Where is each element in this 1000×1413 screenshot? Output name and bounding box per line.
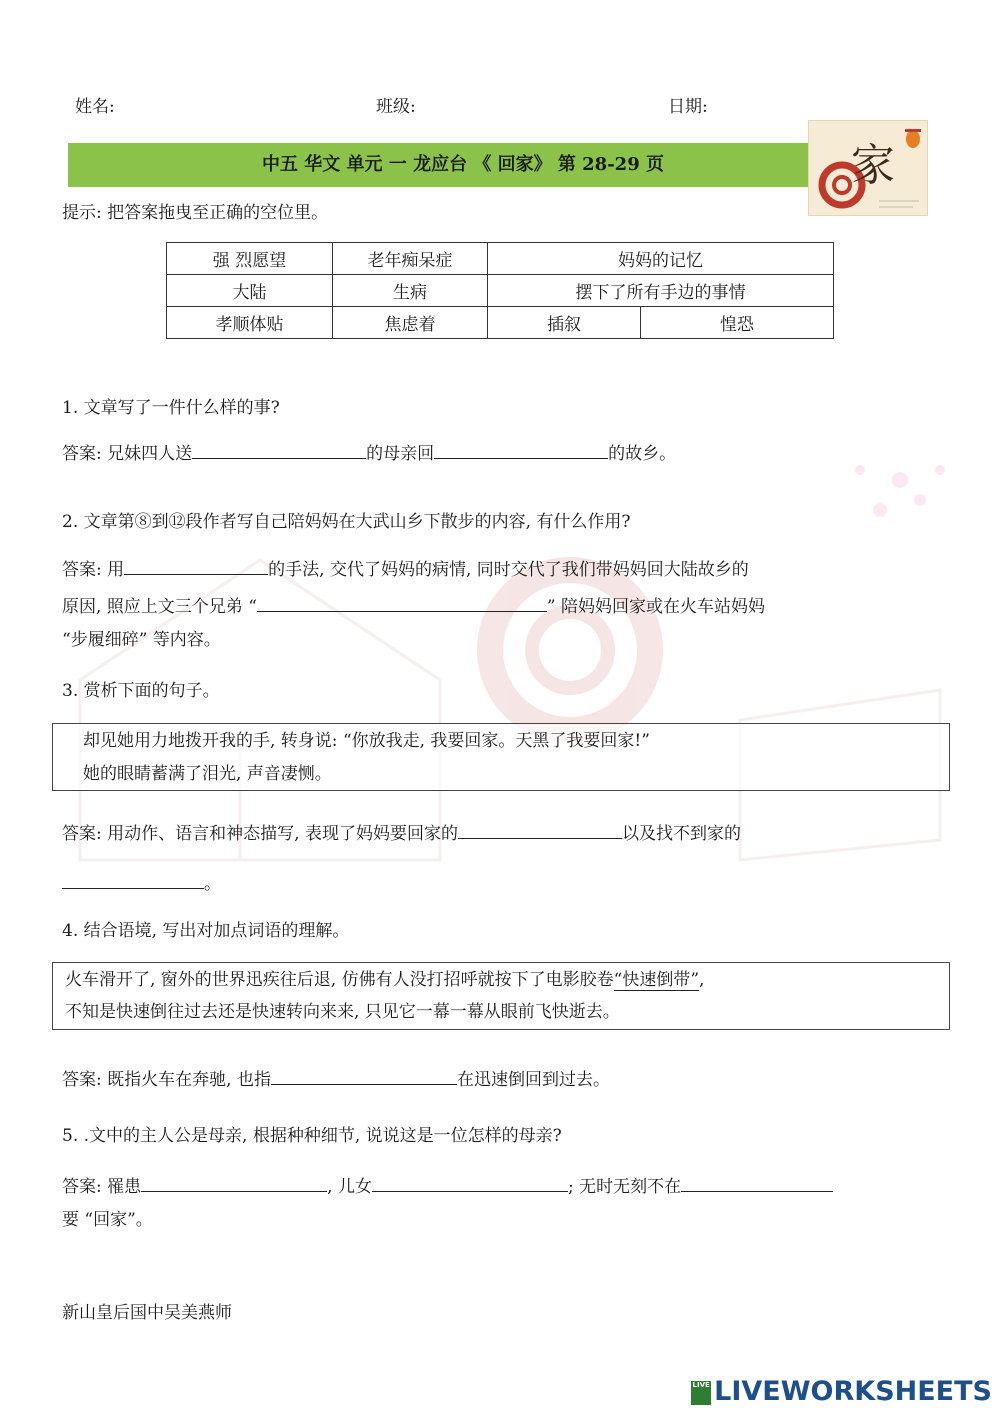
- instruction-hint: 提示: 把答案拖曳至正确的空位里。: [62, 203, 329, 223]
- question-5: 5. .文中的主人公是母亲, 根据种种细节, 说说这是一位怎样的母亲?: [62, 1126, 562, 1146]
- answer-5-prefix: 答案: 罹患: [62, 1177, 142, 1197]
- question-2-to: 到: [151, 512, 169, 532]
- answer-2-line-2-suffix: ” 陪妈妈回家或在火车站妈妈: [546, 597, 766, 617]
- liveworksheets-logo: [691, 1376, 992, 1407]
- answer-2-line-3: “步履细碎” 等内容。: [62, 630, 221, 650]
- word-bank-table: [166, 242, 834, 339]
- answer-5-blank-3[interactable]: [681, 1173, 833, 1192]
- word-bank-item[interactable]: 老年痴呆症: [333, 243, 488, 275]
- answer-1-line: [62, 440, 676, 465]
- word-bank-item[interactable]: 孝顺体贴: [167, 307, 333, 339]
- word-bank-item[interactable]: 大陆: [167, 275, 333, 307]
- word-bank-item[interactable]: 摆下了所有手边的事情: [488, 275, 834, 307]
- answer-2-line-1-suffix: 的手法, 交代了妈妈的病情, 同时交代了我们带妈妈回大陆故乡的: [268, 560, 749, 580]
- question-3: 3. 赏析下面的句子。: [62, 681, 220, 701]
- quote-3-line-2: 她的眼睛蓄满了泪光, 声音凄恻。: [83, 764, 332, 784]
- home-logo-image: [808, 120, 928, 216]
- answer-3-end: 。: [204, 874, 221, 894]
- answer-1-mid: 的母亲回: [366, 444, 435, 464]
- answer-5-mid-2: ; 无时无刻不在: [567, 1177, 682, 1197]
- word-bank-item[interactable]: 惶恐: [641, 307, 834, 339]
- quote-4-line-2: 不知是快速倒往过去还是快速转向来来, 只见它一幕一幕从眼前飞快逝去。: [65, 1002, 620, 1022]
- emphasized-phrase: “快速倒带”: [613, 970, 700, 990]
- question-4: 4. 结合语境, 写出对加点词语的理解。: [62, 921, 350, 941]
- answer-2-prefix: 答案: 用: [62, 560, 125, 580]
- date-label: 日期:: [668, 97, 708, 117]
- name-label: 姓名:: [75, 97, 115, 117]
- answer-4-prefix: 答案: 既指火车在奔驰, 也指: [62, 1070, 271, 1090]
- answer-1-blank-2[interactable]: [434, 440, 608, 459]
- question-2: [62, 511, 631, 533]
- quote-4-line-1: [65, 969, 704, 991]
- answer-2-line-1: [62, 556, 749, 581]
- word-bank-item[interactable]: 强 烈愿望: [167, 243, 333, 275]
- answer-3-mid: 以及找不到家的: [621, 824, 741, 844]
- answer-3-blank-1[interactable]: [458, 820, 622, 839]
- logo-character: 家: [851, 140, 895, 191]
- answer-5-line-2: 要 “回家”。: [62, 1210, 153, 1230]
- author-credit: 新山皇后国中吴美燕师: [62, 1303, 232, 1323]
- answer-1-suffix: 的故乡。: [608, 444, 677, 464]
- word-bank-item[interactable]: 插叙: [488, 307, 641, 339]
- answer-3-line-1: [62, 820, 741, 845]
- quote-box-4: [52, 962, 950, 1030]
- question-2-prefix: 2. 文章第: [62, 512, 135, 532]
- answer-3-prefix: 答案: 用动作、语言和神态描写, 表现了妈妈要回家的: [62, 824, 458, 844]
- quote-box-3: [52, 723, 950, 791]
- answer-2-blank-1[interactable]: [124, 556, 268, 575]
- class-label: 班级:: [376, 97, 416, 117]
- worksheet-title: 中五 华文 单元 一 龙应台 《 回家》 第 28-29 页: [262, 154, 664, 175]
- answer-5-line-1: [62, 1173, 833, 1198]
- question-2-suffix: 段作者写自己陪妈妈在大武山乡下散步的内容, 有什么作用?: [185, 512, 631, 532]
- answer-1-blank-1[interactable]: [192, 440, 366, 459]
- answer-5-blank-1[interactable]: [141, 1173, 327, 1192]
- answer-5-mid-1: , 儿女: [327, 1177, 372, 1197]
- answer-2-line-2: [62, 593, 765, 618]
- quote-4-line-1-suffix: ,: [699, 970, 705, 990]
- word-bank-item[interactable]: 焦虑着: [333, 307, 488, 339]
- quote-3-line-1: 却见她用力地拨开我的手, 转身说: “你放我走, 我要回家。天黑了我要回家!”: [83, 731, 650, 751]
- answer-1-prefix: 答案: 兄妹四人送: [62, 444, 193, 464]
- quote-4-line-1-prefix: 火车滑开了, 窗外的世界迅疾往后退, 仿佛有人没打招呼就按下了电影胶卷: [65, 970, 614, 990]
- answer-2-line-2-prefix: 原因, 照应上文三个兄弟 “: [62, 597, 257, 617]
- answer-3-blank-2[interactable]: [62, 870, 204, 889]
- liveworksheets-wordmark: LIVEWORKSHEETS: [714, 1376, 992, 1407]
- word-bank-item[interactable]: 妈妈的记忆: [488, 243, 834, 275]
- answer-4-suffix: 在迅速倒回到过去。: [456, 1070, 610, 1090]
- word-bank-item[interactable]: 生病: [333, 275, 488, 307]
- question-1: 1. 文章写了一件什么样的事?: [62, 398, 280, 418]
- liveworksheets-badge: LIVE: [691, 1381, 711, 1405]
- answer-4-line: [62, 1066, 610, 1091]
- answer-4-blank[interactable]: [271, 1066, 457, 1085]
- paragraph-number-8: ⑧: [134, 512, 152, 532]
- paragraph-number-12: ⑫: [168, 512, 186, 532]
- answer-2-blank-2[interactable]: [257, 593, 547, 612]
- answer-3-line-2: [62, 870, 221, 895]
- answer-5-blank-2[interactable]: [372, 1173, 568, 1192]
